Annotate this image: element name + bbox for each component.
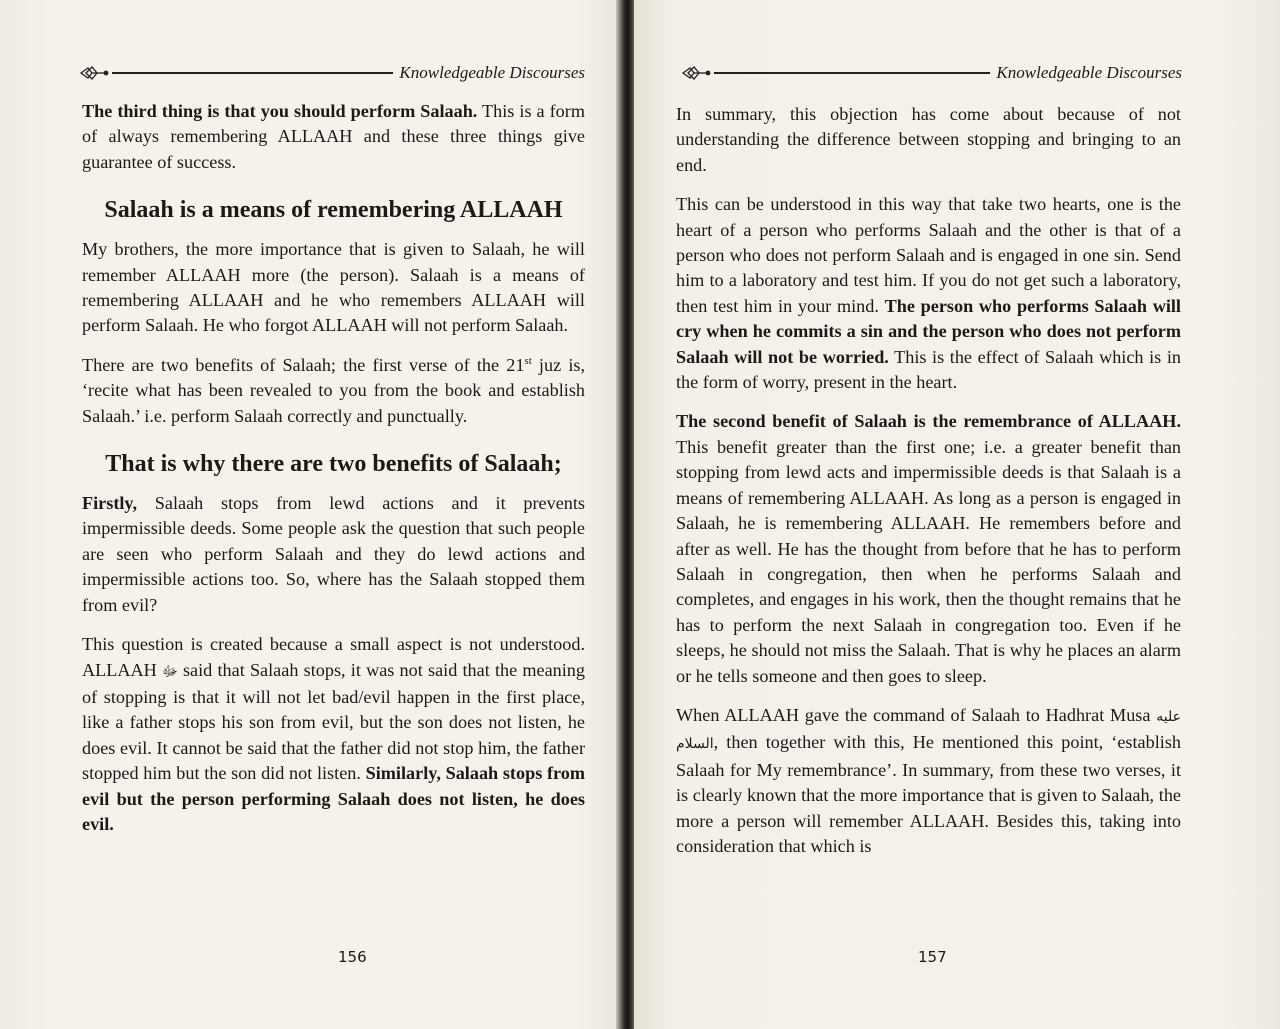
paragraph xyxy=(82,632,585,837)
right-page-body xyxy=(676,102,1181,873)
bold-lead: The third thing is that you should perform Salaah. xyxy=(82,101,478,121)
header-rule xyxy=(714,72,990,73)
running-header-title: Knowledgeable Discourses xyxy=(399,63,585,82)
paragraph-text: This question is created because a small aspect is not understood. ALLAAH xyxy=(82,634,585,680)
header-ornament-icon xyxy=(682,64,712,82)
header-rule xyxy=(112,72,393,73)
bold-emphasis: The person who performs Salaah will cry when he commits a sin and the person who does not perform Salaah will not be worried. xyxy=(676,295,1181,367)
right-page xyxy=(634,0,1280,1029)
paragraph xyxy=(82,353,585,429)
ordinal-superscript: st xyxy=(524,354,532,367)
bold-emphasis: Similarly, Salaah stops from evil but the person performing Salaah does not listen, he does evil. xyxy=(82,763,586,834)
paragraph xyxy=(676,409,1181,688)
paragraph-text: When ALLAAH gave the command of Salaah to Hadhrat Musa xyxy=(676,704,1157,725)
paragraph-text: Salaah stops from lewd actions and it prevents impermissible deeds. Some people ask the question that such people are seen who perform Salaah and they do lewd actions and impermissible actions too. So, where has the Salaah stopped them from evil? xyxy=(82,493,585,615)
paragraph-text: This benefit greater than the first one; i.e. a greater benefit than stopping from lewd acts and impermissible deeds is that Salaah is a means of remembering ALLAAH. As long as a person is engaged in Salaah, he is remembering ALLAAH. He remembers before and after as well. He has the thought from before that he has to perform Salaah in congregation, then when he performs Salaah and completes, and engages in his work, then the thought remains that he has to perform the next Salaah in congregation too. Even if he sleeps, he should not miss the Salaah. That is why he places an alarm or he tells someone and then goes to sleep. xyxy=(676,436,1181,686)
paragraph-text: said that Salaah stops, it was not said that the meaning of stopping is that it will not let bad/evil happen in the first place, like a father stops his son from evil, but the son does not listen, he does evil. It cannot be said that the father did not stop him, the father stopped him but the son did not listen. xyxy=(82,659,585,784)
arabic-honorific: عليه السلام xyxy=(676,709,1181,753)
paragraph: My brothers, the more importance that is given to Salaah, he will remember ALLAAH more (the person). Salaah is a means of remembering ALLAAH and he who remembers ALLAAH will perform Salaah. He who forgot ALLAAH will not perform Salaah. xyxy=(82,239,585,336)
bold-lead: Firstly, xyxy=(82,493,138,514)
paragraph xyxy=(82,99,585,175)
page-number: 157 xyxy=(918,948,947,966)
bold-lead: The second benefit of Salaah is the remembrance of ALLAAH. xyxy=(676,411,1181,432)
paragraph-text: , then together with this, He mentioned this point, ‘establish Salaah for My remembrance’. In summary, from these two verses, it is clearly known that the more importance that is given to Salaah, the more a person will remember ALLAAH. Besides this, taking into consideration that which is xyxy=(676,732,1181,856)
paragraph xyxy=(676,703,1181,859)
section-heading: That is why there are two benefits of Salaah; xyxy=(105,451,562,478)
paragraph-text: This is a form of always remembering ALLAAH and these three things give guarantee of success. xyxy=(82,101,585,172)
paragraph xyxy=(676,192,1181,395)
left-page-header xyxy=(80,60,585,86)
page-number: 156 xyxy=(338,948,367,966)
paragraph-text: This can be understood in this way that take two hearts, one is the heart of a person who performs Salaah and the other is that of a person who does not perform Salaah and is engaged in one sin. Send him to a laboratory and test him. If you do not get such a laboratory, then test him in your mind. xyxy=(676,194,1181,316)
arabic-honorific: ﷻ xyxy=(161,664,178,680)
right-page-header xyxy=(682,60,1182,86)
paragraph-text: There are two benefits of Salaah; the first verse of the 21 xyxy=(82,354,525,375)
header-ornament-icon xyxy=(80,64,110,82)
running-header-title: Knowledgeable Discourses xyxy=(996,63,1182,82)
paragraph-text: juz is, ‘recite what has been revealed to you from the book and establish Salaah.’ i.e. perform Salaah correctly and punctually. xyxy=(82,354,585,426)
paragraph xyxy=(82,491,585,618)
left-page xyxy=(0,0,628,1029)
left-page-body xyxy=(82,99,585,851)
section-heading: Salaah is a means of remembering ALLAAH xyxy=(104,197,563,224)
paragraph: In summary, this objection has come about because of not understanding the difference between stopping and bringing to an end. xyxy=(676,104,1181,175)
paragraph-text: This is the effect of Salaah which is in the form of worry, present in the heart. xyxy=(676,346,1181,393)
